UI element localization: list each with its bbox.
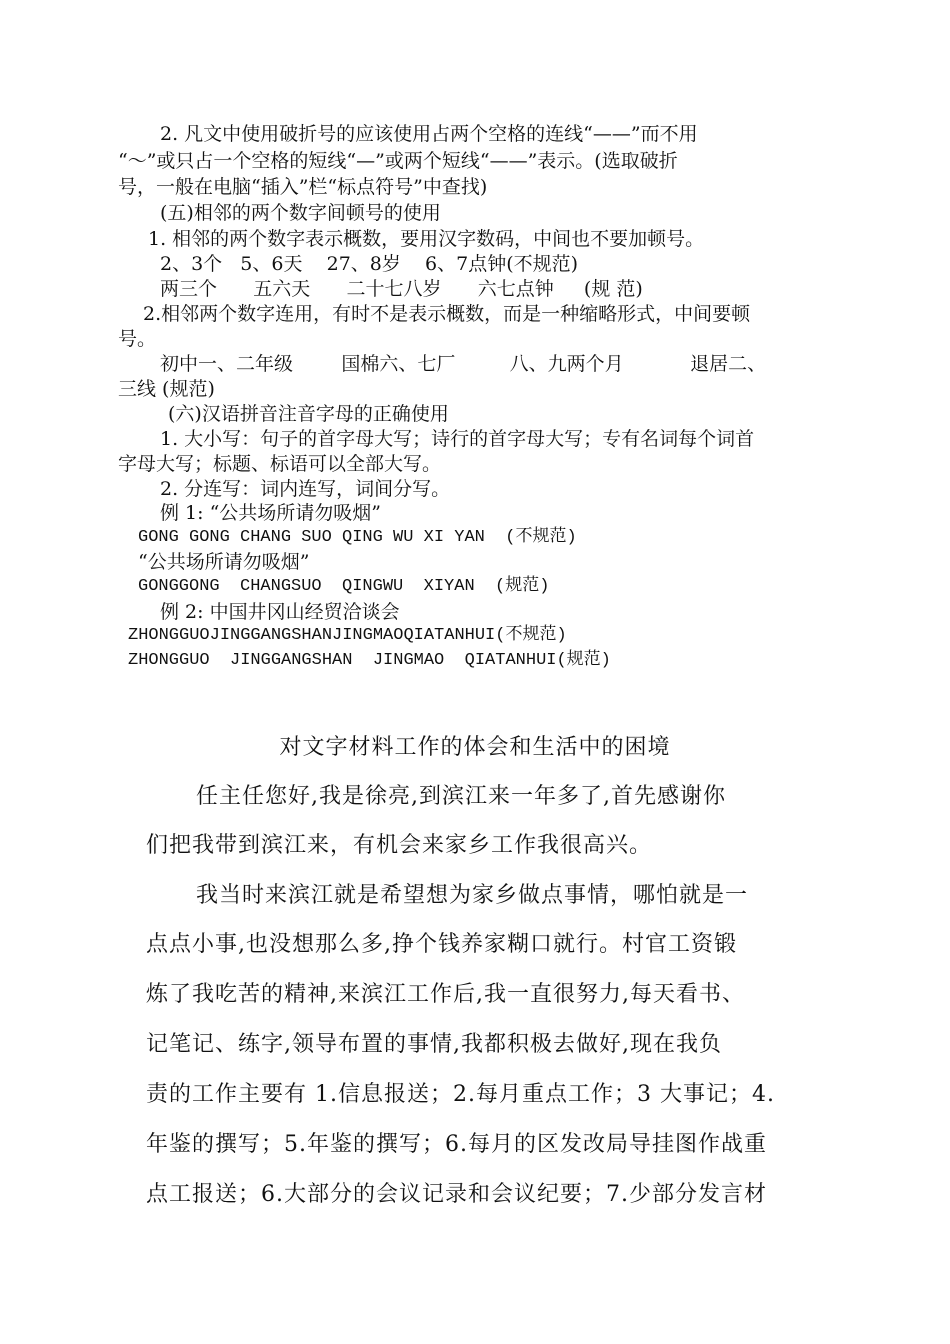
essay-line: 记笔记、练字,领导布置的事情,我都积极去做好,现在我负 <box>146 1032 722 1057</box>
section-6-item-2: 2. 分连写：词内连写，词间分写。 <box>160 478 451 500</box>
essay-line: 炼了我吃苦的精神,来滨江工作后,我一直很努力,每天看书、 <box>146 982 745 1007</box>
dash-rule-line-3: 号，一般在电脑“插入”栏“标点符号”中查找) <box>118 176 488 198</box>
section-5-example-2-line-1: 初中一、二年级 国棉六、七厂 八、九两个月 退居二、 <box>160 353 767 375</box>
example-2-good: ZHONGGUO JINGGANGSHAN JINGMAO QIATANHUI(规范) <box>128 651 611 670</box>
section-5-example-2-line-2: 三线 (规范) <box>118 378 215 400</box>
dash-rule-line-1: 2. 凡文中使用破折号的应该使用占两个空格的连线“——”而不用 <box>160 123 698 145</box>
section-5-item-2-line-2: 号。 <box>118 328 157 350</box>
section-5-item-1: 1. 相邻的两个数字表示概数，要用汉字数码，中间也不要加顿号。 <box>148 228 705 250</box>
example-1-quote: “公共场所请勿吸烟” <box>138 551 310 573</box>
essay-line: 责的工作主要有 1.信息报送；2.每月重点工作；3 大事记；4. <box>146 1082 775 1107</box>
example-1-good: GONGGONG CHANGSUO QINGWU XIYAN (规范) <box>138 577 550 596</box>
example-1-label: 例 1: “公共场所请勿吸烟” <box>160 502 381 524</box>
section-5-example-bad: 2、3个 5、6天 27、8岁 6、7点钟(不规范) <box>160 253 579 275</box>
section-5-example-good: 两三个 五六天 二十七八岁 六七点钟 (规 范) <box>160 278 643 300</box>
dash-rule-line-2: “～”或只占一个空格的短线“—”或两个短线“——”表示。(选取破折 <box>118 150 678 172</box>
example-2-label: 例 2: 中国井冈山经贸洽谈会 <box>160 601 400 623</box>
essay-title: 对文字材料工作的体会和生活中的困境 <box>279 735 671 760</box>
section-6-heading: (六)汉语拼音注音字母的正确使用 <box>168 403 449 425</box>
example-1-bad: GONG GONG CHANG SUO QING WU XI YAN (不规范) <box>138 528 577 547</box>
example-2-bad: ZHONGGUOJINGGANGSHANJINGMAOQIATANHUI(不规范) <box>128 626 567 645</box>
essay-line: 点点小事,也没想那么多,挣个钱养家糊口就行。村官工资锻 <box>146 932 737 957</box>
essay-line: 年鉴的撰写；5.年鉴的撰写；6.每月的区发改局导挂图作战重 <box>146 1132 767 1157</box>
section-5-heading: (五)相邻的两个数字间顿号的使用 <box>160 202 441 224</box>
essay-line: 任主任您好,我是徐亮,到滨江来一年多了,首先感谢你 <box>196 784 726 809</box>
essay-line: 我当时来滨江就是希望想为家乡做点事情，哪怕就是一 <box>196 883 749 908</box>
section-6-item-1-line-2: 字母大写；标题、标语可以全部大写。 <box>118 453 442 475</box>
essay-line: 们把我带到滨江来，有机会来家乡工作我很高兴。 <box>146 833 653 858</box>
essay-line: 点工报送；6.大部分的会议记录和会议纪要；7.少部分发言材 <box>146 1182 767 1207</box>
section-6-item-1-line-1: 1. 大小写：句子的首字母大写；诗行的首字母大写；专有名词每个词首 <box>160 428 755 450</box>
section-5-item-2-line-1: 2.相邻两个数字连用，有时不是表示概数，而是一种缩略形式，中间要顿 <box>143 303 751 325</box>
